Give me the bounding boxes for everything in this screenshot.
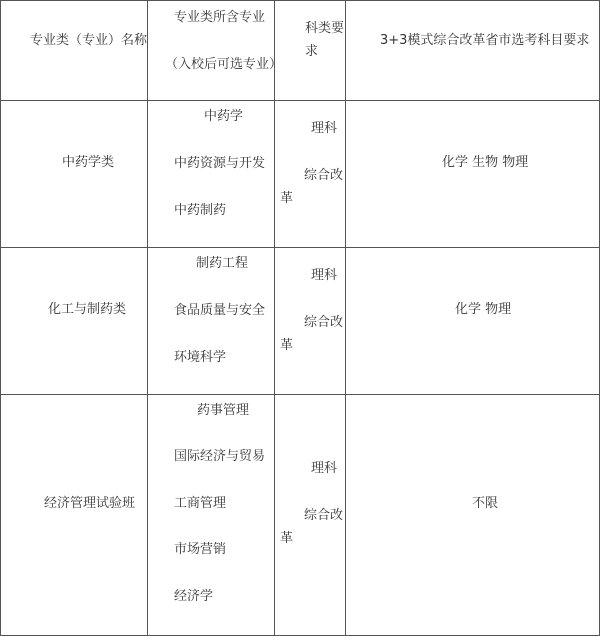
row-3-category-1: 理科 — [311, 461, 338, 476]
row-3-major-4: 市场营销 — [174, 542, 227, 557]
row-1-category-3: 革 — [280, 191, 294, 206]
table-border-top — [0, 0, 600, 1]
row-3-major-5: 经济学 — [174, 589, 214, 604]
row-3-category-2: 综合改 — [304, 508, 344, 523]
row-1-major-2: 中药资源与开发 — [174, 156, 266, 171]
row-1-name: 中药学类 — [62, 155, 115, 170]
header-majors-line1: 专业类所含专业 — [174, 10, 266, 25]
row-3-requirement: 不限 — [472, 496, 499, 511]
header-category-line1: 科类要 — [305, 21, 345, 36]
row-1-major-1: 中药学 — [204, 109, 244, 124]
row-1-major-3: 中药制药 — [174, 203, 227, 218]
row-divider — [0, 247, 600, 248]
row-2-requirement: 化学 物理 — [455, 302, 512, 317]
row-3-major-1: 药事管理 — [197, 403, 250, 418]
row-divider — [0, 100, 600, 101]
row-2-category-1: 理科 — [311, 268, 338, 283]
row-1-category-1: 理科 — [311, 121, 338, 136]
row-2-category-3: 革 — [280, 338, 294, 353]
column-divider — [147, 0, 148, 636]
column-divider — [274, 0, 275, 636]
row-divider — [0, 394, 600, 395]
row-3-major-3: 工商管理 — [174, 496, 227, 511]
table-border-left — [0, 0, 1, 636]
row-2-major-3: 环境科学 — [174, 350, 227, 365]
row-1-category-2: 综合改 — [304, 168, 344, 183]
row-2-major-1: 制药工程 — [196, 256, 249, 271]
row-2-name: 化工与制药类 — [48, 302, 127, 317]
row-3-major-2: 国际经济与贸易 — [174, 449, 266, 464]
header-requirement: 3+3模式综合改革省市选考科目要求 — [380, 33, 590, 48]
row-2-major-2: 食品质量与安全 — [174, 303, 266, 318]
row-1-requirement: 化学 生物 物理 — [442, 155, 529, 170]
header-name: 专业类（专业）名称 — [30, 33, 148, 48]
row-3-category-3: 革 — [280, 531, 294, 546]
header-majors-line2: （入校后可选专业） — [165, 57, 283, 72]
header-category-line2: 求 — [305, 44, 319, 59]
row-2-category-2: 综合改 — [304, 315, 344, 330]
row-3-name: 经济管理试验班 — [44, 496, 136, 511]
column-divider — [345, 0, 346, 636]
